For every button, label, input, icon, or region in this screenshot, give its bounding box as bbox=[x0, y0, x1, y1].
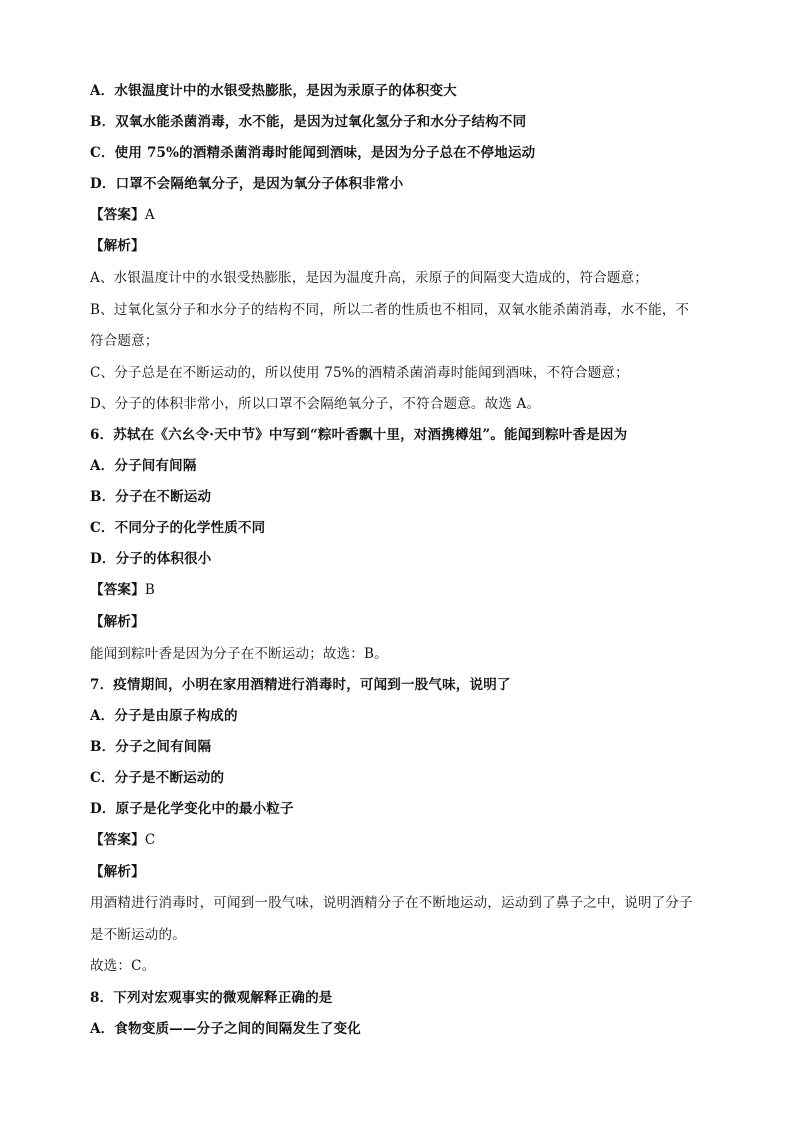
q7-answer-label: 【答案】 bbox=[90, 832, 145, 848]
q5-analysis-line-1: A、水银温度计中的水银受热膨胀，是因为温度升高，汞原子的间隔变大造成的，符合题意； bbox=[90, 270, 648, 286]
q6-analysis-line-1: 能闻到粽叶香是因为分子在不断运动；故选：B。 bbox=[90, 646, 388, 662]
q7-option-a: A．分子是由原子构成的 bbox=[90, 708, 238, 724]
q5-answer-value: A bbox=[144, 207, 155, 223]
q6-answer-value: B bbox=[144, 582, 155, 598]
q7-question: 7．疫情期间，小明在家用酒精进行消毒时，可闻到一股气味，说明了 bbox=[90, 677, 511, 693]
q6-option-a: A．分子间有间隔 bbox=[90, 458, 197, 474]
q5-answer bbox=[90, 205, 704, 225]
q7-answer bbox=[90, 830, 704, 850]
q5-answer-label: 【答案】 bbox=[90, 207, 145, 223]
q5-analysis-label: 【解析】 bbox=[90, 238, 145, 254]
q6-option-d: D．分子的体积很小 bbox=[90, 551, 212, 567]
q7-option-c: C．分子是不断运动的 bbox=[90, 770, 225, 786]
q5-option-b: B．双氧水能杀菌消毒，水不能，是因为过氧化氢分子和水分子结构不同 bbox=[90, 114, 527, 130]
q5-option-d: D．口罩不会隔绝氧分子，是因为氧分子体积非常小 bbox=[90, 176, 404, 192]
q6-option-b: B．分子在不断运动 bbox=[90, 489, 212, 505]
q8-option-a: A．食物变质——分子之间的间隔发生了变化 bbox=[90, 1021, 361, 1037]
q8-question: 8．下列对宏观事实的微观解释正确的是 bbox=[90, 990, 333, 1006]
q7-analysis-label: 【解析】 bbox=[90, 864, 145, 880]
q5-analysis-line-5: D、分子的体积非常小，所以口罩不会隔绝氧分子，不符合题意。故选 A。 bbox=[90, 396, 541, 412]
q6-answer-label: 【答案】 bbox=[90, 582, 145, 598]
q7-answer-value: C bbox=[144, 832, 156, 848]
q5-option-c: C．使用 75%的酒精杀菌消毒时能闻到酒味，是因为分子总在不停地运动 bbox=[90, 145, 536, 161]
q7-analysis-line-1: 用酒精进行消毒时，可闻到一股气味，说明酒精分子在不断地运动，运动到了鼻子之中，说明了分子 bbox=[90, 895, 693, 911]
q7-option-d: D．原子是化学变化中的最小粒子 bbox=[90, 801, 294, 817]
q5-analysis-line-2: B、过氧化氢分子和水分子的结构不同，所以二者的性质也不相同，双氧水能杀菌消毒，水不能，不 bbox=[90, 302, 690, 318]
q6-analysis-label: 【解析】 bbox=[90, 614, 145, 630]
q5-option-a: A．水银温度计中的水银受热膨胀，是因为汞原子的体积变大 bbox=[90, 83, 457, 99]
q7-option-b: B．分子之间有间隔 bbox=[90, 739, 212, 755]
q5-analysis-line-3: 符合题意； bbox=[90, 333, 159, 349]
q6-answer bbox=[90, 580, 704, 600]
q5-analysis-line-4: C、分子总是在不断运动的，所以使用 75%的酒精杀菌消毒时能闻到酒味，不符合题意； bbox=[90, 365, 629, 381]
q7-analysis-line-2: 是不断运动的。 bbox=[90, 927, 186, 943]
q6-question: 6．苏轼在《六幺令·天中节》中写到“粽叶香飘十里，对酒携樽俎”。能闻到粽叶香是因为 bbox=[90, 427, 628, 443]
q7-analysis-line-3: 故选：C。 bbox=[90, 958, 156, 974]
q6-option-c: C．不同分子的化学性质不同 bbox=[90, 520, 266, 536]
